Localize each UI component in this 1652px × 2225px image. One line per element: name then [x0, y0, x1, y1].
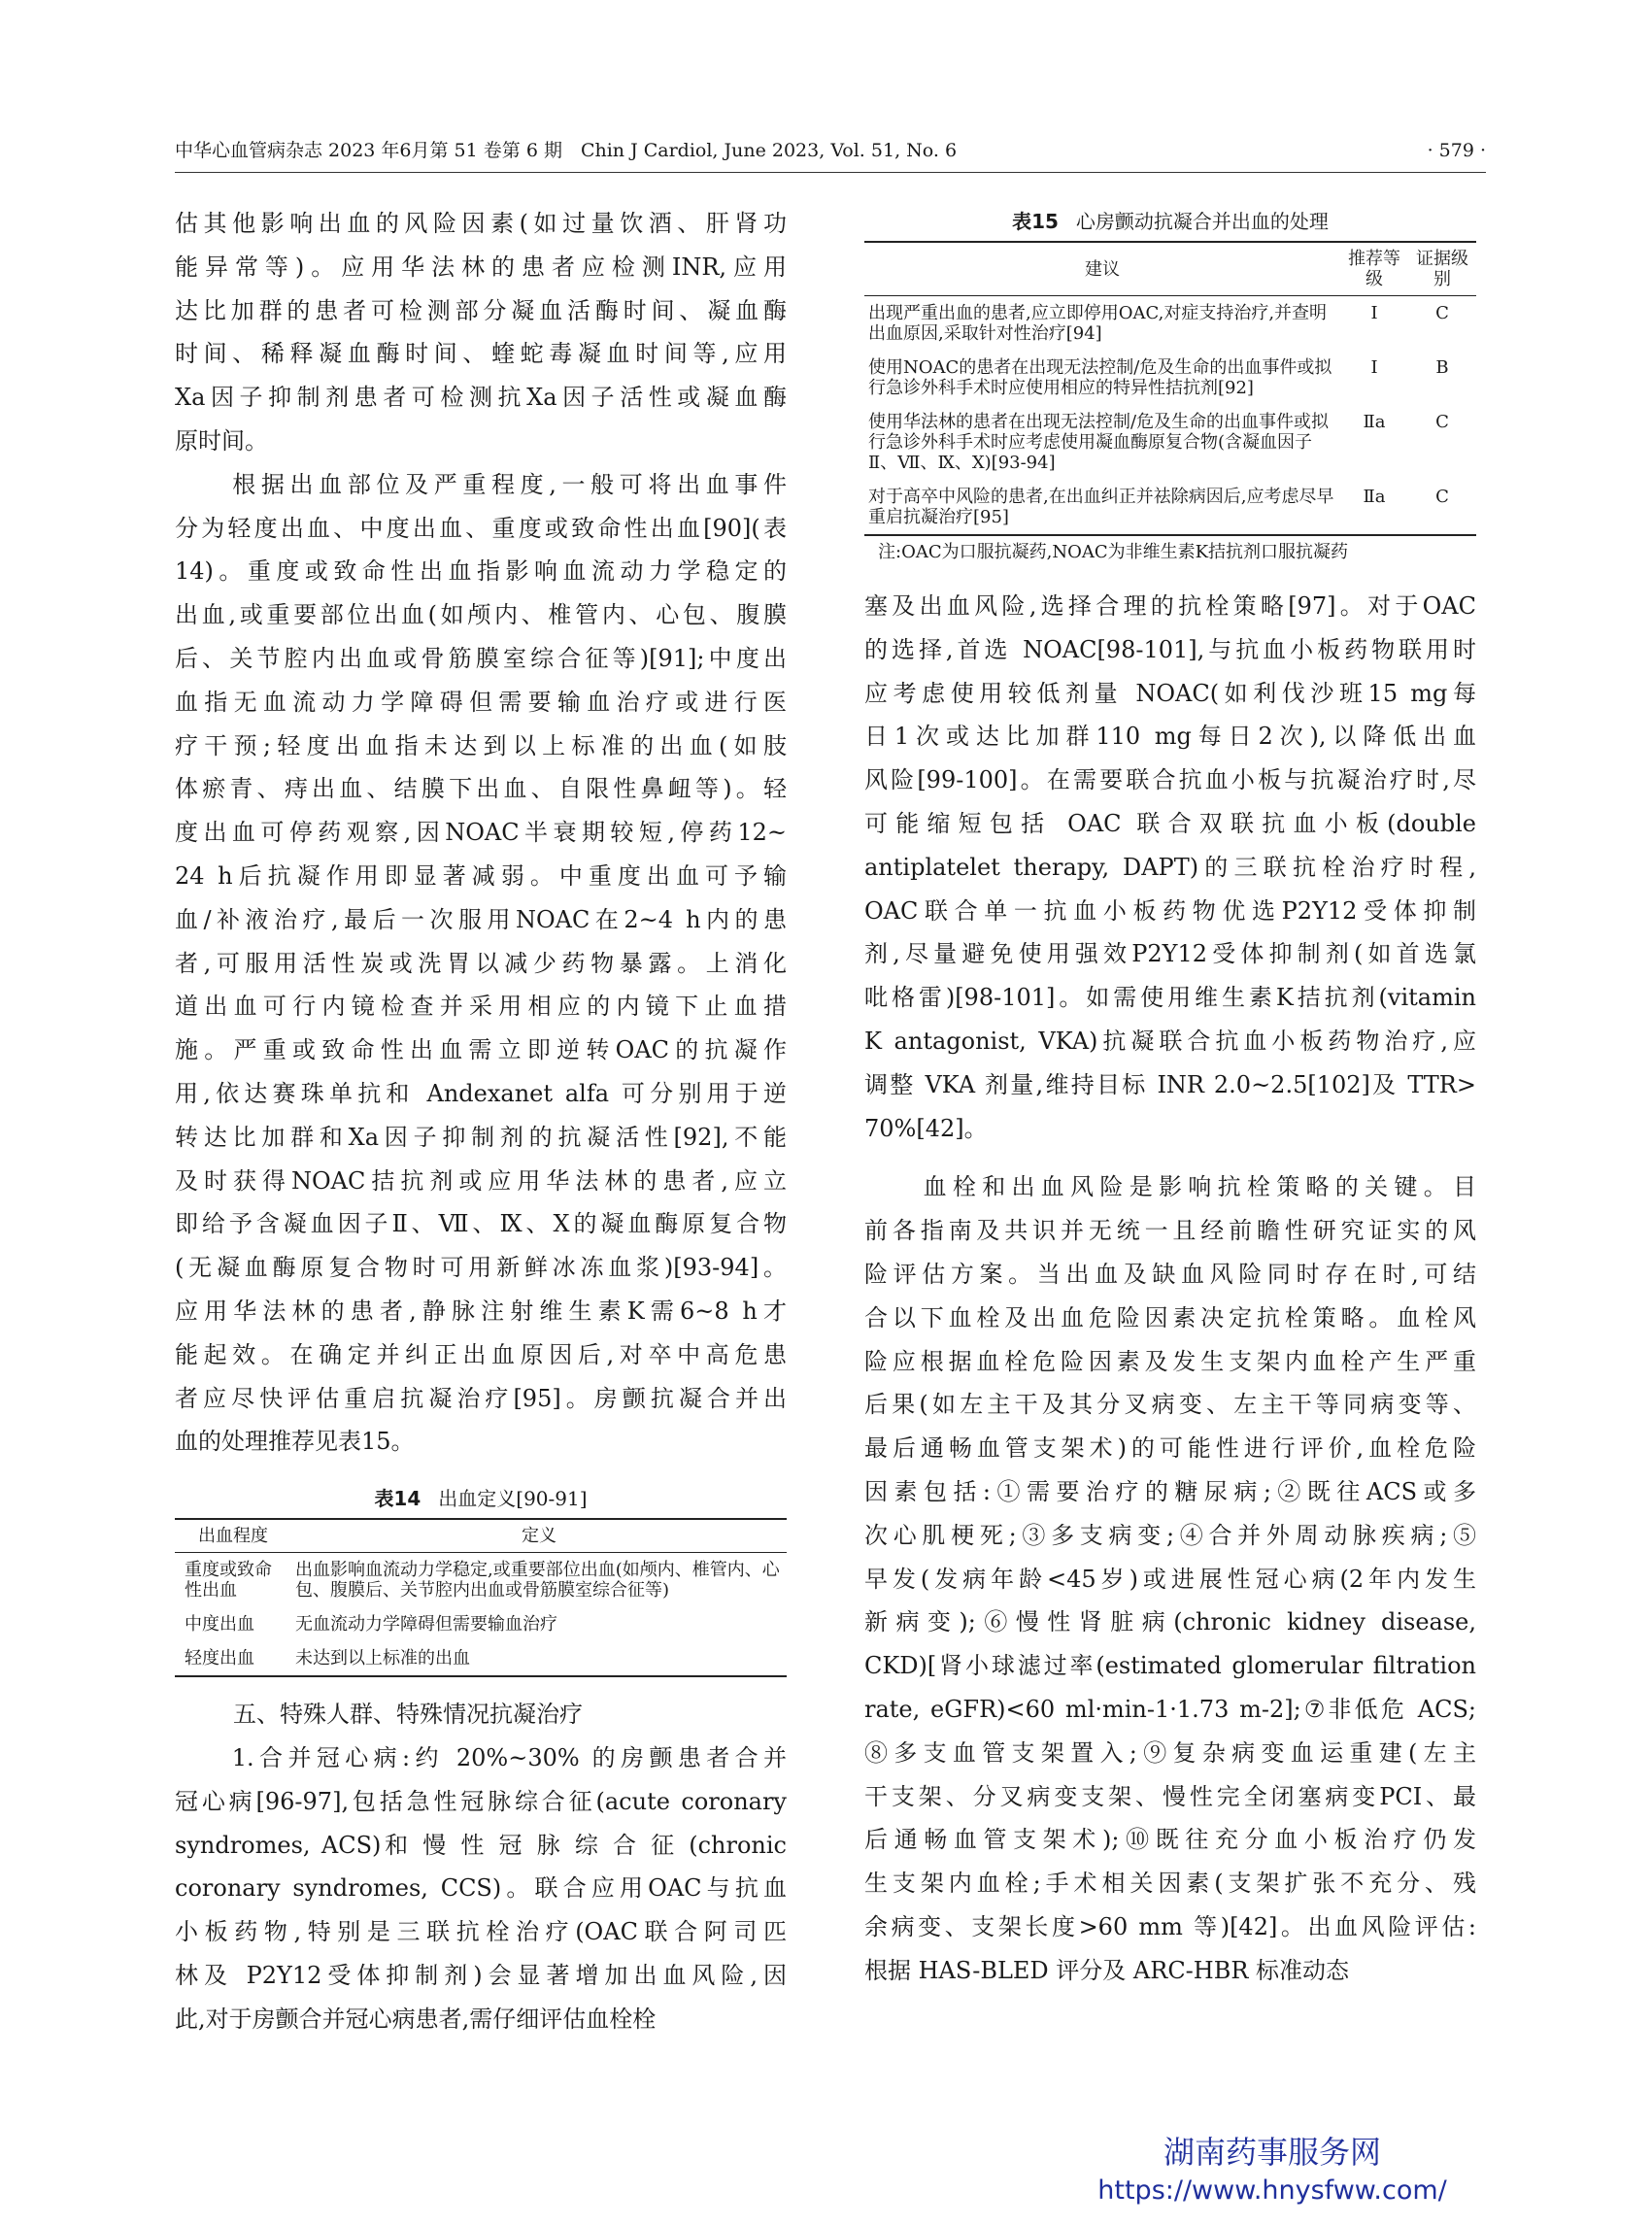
- running-header: [175, 134, 1486, 167]
- page-number: · 579 ·: [1427, 140, 1486, 161]
- text-line: 及时获得NOAC拮抗剂或应用华法林的患者,应立: [175, 1166, 787, 1195]
- table15-cell: 使用NOAC的患者在出现无法控制/危及生命的出血事件或拟行急诊外科手术时应使用相应的特异性拮抗剂[92]: [868, 357, 1332, 398]
- table15-row: [864, 405, 1476, 480]
- text-line: 后果(如左主干及其分叉病变、左主干等同病变等、: [864, 1391, 1476, 1419]
- text-line: 后、关节腔内出血或骨筋膜室综合征等)[91];中度出: [175, 644, 787, 672]
- table14-caption: [175, 1479, 787, 1518]
- table15-cell: C: [1435, 412, 1449, 432]
- text-line: 日1次或达比加群110 mg每日2次),以降低出血: [864, 723, 1476, 751]
- text-line: 达比加群的患者可检测部分凝血活酶时间、凝血酶: [175, 296, 787, 324]
- website-watermark: [1068, 2132, 1476, 2209]
- text-line: 能异常等)。应用华法林的患者应检测INR,应用: [175, 253, 787, 281]
- text-line: 此,对于房颤合并冠心病患者,需仔细评估血栓栓: [175, 2005, 657, 2033]
- text-line: 1.合并冠心病:约 20%~30% 的房颤患者合并: [175, 1743, 787, 1771]
- text-line: 应考虑使用较低剂量 NOAC(如利伐沙班15 mg每: [864, 679, 1476, 707]
- table15-header-class: 推荐等级: [1348, 249, 1400, 289]
- paragraph-monitoring: [175, 202, 787, 463]
- text-line: 体瘀青、痔出血、结膜下出血、自限性鼻衄等)。轻: [175, 775, 787, 803]
- text-line: 余病变、支架长度>60 mm 等)[42]。出血风险评估:: [864, 1912, 1476, 1940]
- text-line: 塞及出血风险,选择合理的抗栓策略[97]。对于OAC: [864, 592, 1476, 620]
- table14-cell: 重度或致命性出血: [185, 1560, 272, 1601]
- table14-cell: 出血影响血流动力学稳定,或重要部位出血(如颅内、椎管内、心包、腹膜后、关节腔内出血或骨筋膜室综合征等): [295, 1560, 780, 1601]
- text-line: ⑧多支血管支架置入;⑨复杂病变血运重建(左主: [864, 1738, 1476, 1767]
- text-line: 险应根据血栓危险因素及发生支架内血栓产生严重: [864, 1347, 1476, 1375]
- text-line: 的选择,首选 NOAC[98-101],与抗血小板药物联用时: [864, 635, 1476, 663]
- text-line: 干支架、分叉病变支架、慢性完全闭塞病变PCI、最: [864, 1782, 1476, 1810]
- text-line: 调整 VKA 剂量,维持目标 INR 2.0~2.5[102]及 TTR>: [864, 1070, 1476, 1098]
- text-line: 次心肌梗死;③多支病变;④合并外周动脉疾病;⑤: [864, 1521, 1476, 1549]
- table15-cell: 出现严重出血的患者,应立即停用OAC,对症支持治疗,并查明出血原因,采取针对性治疗[94]: [868, 303, 1328, 344]
- text-line: 小板药物,特别是三联抗栓治疗(OAC联合阿司匹: [175, 1918, 787, 1946]
- table15-cell: C: [1435, 303, 1449, 323]
- watermark-site-name: 湖南药事服务网: [1163, 2134, 1381, 2171]
- text-line: 前各指南及共识并无统一且经前瞻性研究证实的风: [864, 1217, 1476, 1245]
- table15-header-recommendation: 建议: [1085, 258, 1120, 280]
- text-line: antiplatelet therapy, DAPT)的三联抗栓治疗时程,: [864, 853, 1476, 881]
- table14-header-definition: 定义: [522, 1526, 556, 1547]
- text-line: CKD)[肾小球滤过率(estimated glomerular filtration: [864, 1652, 1476, 1680]
- text-line: 剂,尽量避免使用强效P2Y12受体抑制剂(如首选氯: [864, 940, 1476, 968]
- paragraph-bleeding-classification: [175, 463, 787, 1464]
- table15-caption: [864, 202, 1476, 241]
- table15-cell: B: [1435, 357, 1449, 378]
- text-line: rate, eGFR)<60 ml·min-1·1.73 m-2];⑦非低危 ACS;: [864, 1695, 1476, 1723]
- table15-cell: Ⅱa: [1363, 412, 1386, 432]
- text-line: 血/补液治疗,最后一次服用NOAC在2~4 h内的患: [175, 905, 787, 933]
- text-line: 转达比加群和Xa因子抑制剂的抗凝活性[92],不能: [175, 1123, 787, 1151]
- text-line: Xa因子抑制剂患者可检测抗Xa因子活性或凝血酶: [175, 384, 787, 412]
- text-line: OAC联合单一抗血小板药物优选P2Y12受体抑制: [864, 896, 1476, 925]
- text-line: 道出血可行内镜检查并采用相应的内镜下止血措: [175, 993, 787, 1021]
- table15-title: 心房颤动抗凝合并出血的处理: [1075, 210, 1329, 233]
- table14-title: 出血定义[90-91]: [438, 1487, 588, 1511]
- text-line: 最后通畅血管支架术)的可能性进行评价,血栓危险: [864, 1434, 1476, 1463]
- table14-header-level: 出血程度: [198, 1526, 268, 1547]
- text-line: 后通畅血管支架术);⑩既往充分血小板治疗仍发: [864, 1826, 1476, 1854]
- section-title: 五、特殊人群、特殊情况抗凝治疗: [233, 1701, 583, 1729]
- text-line: 施。严重或致命性出血需立即逆转OAC的抗凝作: [175, 1036, 787, 1064]
- table15-row: [864, 480, 1476, 535]
- text-line: 70%[42]。: [864, 1114, 988, 1142]
- table14-cell: 无血流动力学障碍但需要输血治疗: [295, 1614, 557, 1635]
- paragraph-risk-assessment: [864, 1165, 1476, 1992]
- text-line: 疗干预;轻度出血指未达到以上标准的出血(如肢: [175, 731, 787, 759]
- text-line: 险评估方案。当出血及缺血风险同时存在时,可结: [864, 1260, 1476, 1288]
- text-line: 原时间。: [175, 426, 268, 455]
- text-line: 24 h后抗凝作用即显著减弱。中重度出血可予输: [175, 861, 787, 890]
- right-column: [864, 202, 1476, 1993]
- text-line: 根据 HAS-BLED 评分及 ARC-HBR 标准动态: [864, 1956, 1350, 1984]
- text-line: 生支架内血栓;手术相关因素(支架扩张不充分、残: [864, 1870, 1476, 1898]
- left-column: [175, 202, 787, 2040]
- table15-cell: C: [1435, 487, 1449, 507]
- text-line: (无凝血酶原复合物时可用新鲜冰冻血浆)[93-94]。: [175, 1254, 787, 1282]
- text-line: 出血,或重要部位出血(如颅内、椎管内、心包、腹膜: [175, 601, 787, 629]
- table14-row: [175, 1607, 787, 1641]
- table15-cell: Ⅱa: [1363, 487, 1386, 507]
- text-line: 即给予含凝血因子Ⅱ、Ⅶ、Ⅸ、Ⅹ的凝血酶原复合物: [175, 1210, 787, 1238]
- table15-header-evidence: 证据级别: [1416, 249, 1468, 289]
- table15-cell: 使用华法林的患者在出现无法控制/危及生命的出血事件或拟行急诊外科手术时应考虑使用凝血酶原复合物(含凝血因子Ⅱ、Ⅶ、Ⅸ、Ⅹ)[93-94]: [868, 412, 1330, 473]
- text-line: 14)。重度或致命性出血指影响血流动力学稳定的: [175, 557, 787, 586]
- text-line: 血指无血流动力学障碍但需要输血治疗或进行医: [175, 688, 787, 716]
- paragraph-coronary-disease: [175, 1736, 787, 2041]
- text-line: 因素包括:①需要治疗的糖尿病;②既往ACS或多: [864, 1477, 1476, 1505]
- text-line: 合以下血栓及出血危险因素决定抗栓策略。血栓风: [864, 1303, 1476, 1332]
- text-line: 估其他影响出血的风险因素(如过量饮酒、肝肾功: [175, 210, 787, 237]
- table14-row: [175, 1641, 787, 1676]
- table15-row: [864, 351, 1476, 405]
- header-divider: [175, 172, 1486, 173]
- text-line: 根据出血部位及严重程度,一般可将出血事件: [175, 470, 787, 498]
- text-line: 冠心病[96-97],包括急性冠脉综合征(acute coronary: [175, 1787, 787, 1815]
- paragraph-antithrombotic-strategy: [864, 585, 1476, 1150]
- table15-cell: Ⅰ: [1370, 303, 1378, 323]
- text-line: 用,依达赛珠单抗和 Andexanet alfa 可分别用于逆: [175, 1079, 787, 1107]
- text-line: coronary syndromes, CCS)。联合应用OAC与抗血: [175, 1874, 787, 1903]
- text-line: 林及 P2Y12受体抑制剂)会显著增加出血风险,因: [175, 1961, 787, 1989]
- table15-row: [864, 296, 1476, 352]
- text-line: 吡格雷)[98-101]。如需使用维生素K拮抗剂(vitamin: [864, 984, 1476, 1012]
- text-line: 血的处理推荐见表15。: [175, 1428, 415, 1456]
- text-line: syndromes, ACS)和 慢 性 冠 脉 综 合 征 (chronic: [175, 1831, 787, 1859]
- table15-cell: 对于高卒中风险的患者,在出血纠正并祛除病因后,应考虑尽早重启抗凝治疗[95]: [868, 487, 1334, 527]
- table14-row: [175, 1553, 787, 1608]
- journal-citation: 中华心血管病杂志 2023 年6月第 51 卷第 6 期 Chin J Cardiol, June 2023, Vol. 51, No. 6: [175, 140, 958, 161]
- text-line: 时间、稀释凝血酶时间、蝰蛇毒凝血时间等,应用: [175, 340, 787, 368]
- text-line: 分为轻度出血、中度出血、重度或致命性出血[90](表: [175, 514, 787, 542]
- text-line: 度出血可停药观察,因NOAC半衰期较短,停药12~: [175, 819, 787, 847]
- text-line: 者应尽快评估重启抗凝治疗[95]。房颤抗凝合并出: [175, 1384, 787, 1412]
- table14-cell: 中度出血: [185, 1614, 254, 1635]
- table15-note: 注:OAC为口服抗凝药,NOAC为非维生素K拮抗剂口服抗凝药: [878, 542, 1349, 562]
- table15-header-row: [864, 242, 1476, 296]
- table14-label: 表14: [374, 1487, 421, 1511]
- text-line: 应用华法林的患者,静脉注射维生素K需6~8 h才: [175, 1297, 787, 1325]
- table14-header-row: [175, 1519, 787, 1553]
- watermark-url: https://www.hnysfww.com/: [1097, 2175, 1447, 2206]
- text-line: 新病变);⑥慢性肾脏病(chronic kidney disease,: [864, 1608, 1476, 1636]
- table14-cell: 未达到以上标准的出血: [295, 1648, 470, 1669]
- text-line: 者,可服用活性炭或洗胃以减少药物暴露。上消化: [175, 949, 787, 977]
- text-line: 早发(发病年龄<45岁)或进展性冠心病(2年内发生: [864, 1565, 1476, 1593]
- table15-label: 表15: [1012, 210, 1059, 233]
- table15: [864, 241, 1476, 536]
- text-line: K antagonist, VKA)抗凝联合抗血小板药物治疗,应: [864, 1027, 1476, 1055]
- text-line: 血栓和出血风险是影响抗栓策略的关键。目: [864, 1173, 1476, 1201]
- text-line: 能起效。在确定并纠正出血原因后,对卒中高危患: [175, 1340, 787, 1368]
- text-line: 可能缩短包括 OAC 联合双联抗血小板(double: [864, 809, 1476, 837]
- table14-cell: 轻度出血: [185, 1648, 254, 1669]
- table15-cell: Ⅰ: [1370, 357, 1378, 378]
- table14: [175, 1518, 787, 1677]
- text-line: 风险[99-100]。在需要联合抗血小板与抗凝治疗时,尽: [864, 766, 1476, 794]
